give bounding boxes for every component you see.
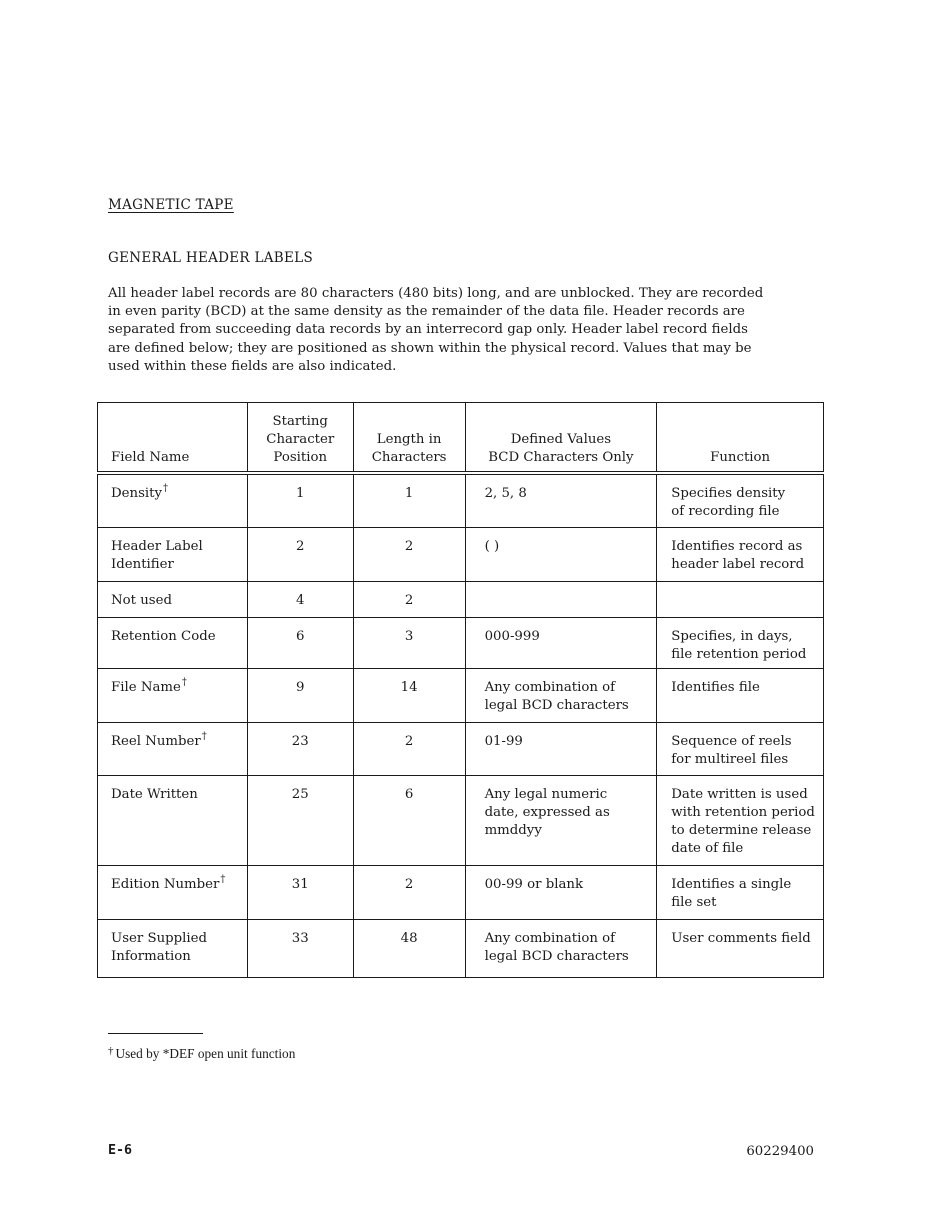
cell-length-text: 2	[404, 733, 414, 749]
cell-length	[353, 919, 465, 977]
subsection-title: GENERAL HEADER LABELS	[108, 250, 313, 266]
cell-defined-values	[465, 919, 657, 977]
cell-defined-values	[465, 775, 657, 865]
cell-function-text: Identifies file	[671, 679, 760, 695]
cell-starting-position	[247, 775, 353, 865]
cell-field-name-text: Header Label Identifier	[111, 538, 203, 572]
cell-function	[657, 527, 824, 581]
cell-length	[353, 527, 465, 581]
cell-defined-values	[465, 865, 657, 919]
table-row	[98, 722, 824, 775]
cell-starting-position	[247, 617, 353, 668]
cell-function	[657, 617, 824, 668]
cell-length-text: 48	[400, 930, 418, 946]
cell-defined-values	[465, 722, 657, 775]
cell-defined-values-text: 2, 5, 8	[484, 486, 527, 501]
header-function	[657, 403, 824, 474]
cell-function	[657, 865, 824, 919]
cell-field-name-text: File Name	[111, 679, 181, 695]
cell-field-name-text: Density	[111, 486, 163, 501]
cell-length-text: 14	[400, 679, 418, 695]
cell-function-text: Specifies density of recording file	[671, 486, 786, 519]
table-header-row	[98, 403, 824, 474]
table-row	[98, 473, 824, 527]
dagger-mark: †	[108, 1045, 114, 1057]
cell-starting-position-text: 23	[291, 733, 309, 749]
cell-field-name-text: Edition Number	[111, 876, 220, 892]
cell-length-text: 6	[404, 786, 414, 802]
footnote	[108, 1045, 295, 1062]
header-starting-position	[247, 403, 353, 474]
cell-function-text: Identifies record as header label record	[671, 538, 805, 572]
header-defined-values-text: Defined Values BCD Characters Only	[488, 432, 634, 465]
cell-function	[657, 919, 824, 977]
cell-starting-position	[247, 865, 353, 919]
cell-starting-position-text: 1	[296, 486, 305, 501]
cell-function	[657, 722, 824, 775]
cell-field-name-text: Not used	[111, 592, 172, 608]
table-row	[98, 775, 824, 865]
cell-defined-values-text: 01-99	[484, 733, 523, 749]
cell-starting-position	[247, 668, 353, 722]
cell-defined-values	[465, 581, 657, 617]
cell-starting-position	[247, 527, 353, 581]
header-field-name	[98, 403, 248, 474]
header-starting-position-text: Starting Character Position	[266, 414, 335, 465]
cell-field-name-text: Retention Code	[111, 628, 216, 644]
cell-field-name	[98, 775, 248, 865]
table-row	[98, 919, 824, 977]
cell-defined-values	[465, 617, 657, 668]
cell-field-name	[98, 722, 248, 775]
dagger-mark: †	[181, 676, 187, 688]
intro-paragraph: All header label records are 80 characters (480 bits) long, and are unblocked. They are recorded in even parity (BCD) at the same density as the remainder of the data file. Header records are separated from succeeding data records by an interrecord gap only. Header label record fields are defined below; they are positioned as shown within the physical record. Values that may be used within these fields are also indicated.	[108, 286, 764, 374]
table-row	[98, 668, 824, 722]
footnote-rule	[108, 1033, 203, 1034]
cell-starting-position	[247, 581, 353, 617]
cell-field-name	[98, 473, 248, 527]
cell-field-name	[98, 581, 248, 617]
header-defined-values	[465, 403, 657, 474]
cell-function-text: Date written is used with retention period to determine release date of file	[671, 786, 815, 856]
cell-defined-values	[465, 527, 657, 581]
cell-defined-values-text: 00-99 or blank	[484, 876, 584, 892]
cell-length-text: 2	[404, 592, 414, 608]
cell-defined-values-text: 000-999	[484, 628, 540, 644]
cell-field-name-text: Reel Number	[111, 733, 201, 749]
cell-function-text: Sequence of reels for multireel files	[671, 733, 792, 767]
cell-defined-values	[465, 668, 657, 722]
cell-length-text: 2	[404, 876, 414, 892]
table-row	[98, 581, 824, 617]
cell-starting-position	[247, 722, 353, 775]
cell-defined-values-text: Any legal numeric date, expressed as mmddyy	[484, 786, 610, 838]
cell-starting-position-text: 4	[296, 592, 305, 608]
cell-function-text: Specifies, in days, file retention period	[671, 628, 807, 662]
header-field-name-text: Field Name	[111, 450, 190, 465]
cell-starting-position	[247, 919, 353, 977]
footnote-text: Used by *DEF open unit function	[115, 1046, 296, 1061]
cell-field-name	[98, 865, 248, 919]
section-title: MAGNETIC TAPE	[108, 197, 234, 213]
cell-length	[353, 722, 465, 775]
cell-field-name	[98, 919, 248, 977]
table-body	[98, 473, 824, 977]
dagger-mark: †	[201, 730, 207, 742]
cell-field-name-text: User Supplied Information	[111, 930, 208, 964]
cell-field-name	[98, 668, 248, 722]
cell-defined-values-text: Any combination of legal BCD characters	[484, 679, 629, 713]
cell-function	[657, 775, 824, 865]
cell-field-name-text: Date Written	[111, 786, 198, 802]
cell-function	[657, 581, 824, 617]
table-row	[98, 527, 824, 581]
header-function-text: Function	[710, 450, 771, 465]
cell-field-name	[98, 617, 248, 668]
cell-defined-values	[465, 473, 657, 527]
cell-length	[353, 775, 465, 865]
document-number: 60229400	[746, 1144, 814, 1159]
cell-starting-position-text: 6	[296, 628, 305, 644]
header-length-text: Length in Characters	[371, 432, 447, 465]
header-length	[353, 403, 465, 474]
cell-function-text: Identifies a single file set	[671, 876, 792, 910]
cell-starting-position-text: 9	[296, 679, 305, 695]
cell-starting-position-text: 2	[296, 538, 305, 554]
dagger-mark: †	[163, 483, 169, 494]
cell-defined-values-text: ( )	[484, 538, 500, 554]
cell-function	[657, 668, 824, 722]
table-row	[98, 617, 824, 668]
cell-length	[353, 865, 465, 919]
dagger-mark: †	[220, 873, 226, 885]
cell-starting-position	[247, 473, 353, 527]
cell-function-text: User comments field	[671, 930, 811, 946]
cell-starting-position-text: 31	[291, 876, 309, 892]
cell-function	[657, 473, 824, 527]
cell-length	[353, 473, 465, 527]
cell-length	[353, 668, 465, 722]
cell-field-name	[98, 527, 248, 581]
cell-length	[353, 617, 465, 668]
page-number: E-6	[108, 1143, 133, 1158]
cell-length	[353, 581, 465, 617]
cell-length-text: 1	[404, 486, 414, 501]
cell-defined-values-text: Any combination of legal BCD characters	[484, 930, 629, 964]
cell-starting-position-text: 33	[291, 930, 309, 946]
cell-length-text: 2	[404, 538, 414, 554]
table-row	[98, 865, 824, 919]
cell-starting-position-text: 25	[291, 786, 309, 802]
header-label-fields-table	[97, 402, 824, 978]
cell-length-text: 3	[404, 628, 414, 644]
